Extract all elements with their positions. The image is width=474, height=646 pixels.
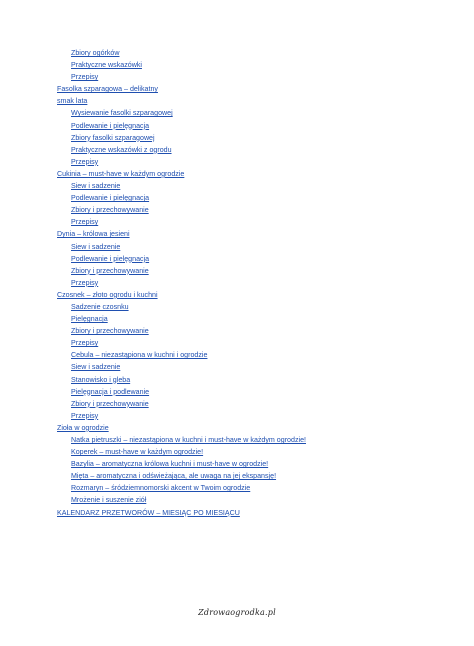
toc-subsection <box>57 434 357 446</box>
toc-link[interactable]: Praktyczne wskazówki z ogrodu <box>71 145 172 154</box>
toc-subsection <box>57 71 357 83</box>
toc-chapter <box>57 289 357 301</box>
site-signature-logo: Zdrowaogrodka.pl <box>198 608 276 617</box>
toc-link[interactable]: Dynia – królowa jesieni <box>57 230 130 239</box>
toc-link[interactable]: Praktyczne wskazówki <box>71 61 142 70</box>
toc-link[interactable]: Podlewanie i pielęgnacja <box>71 194 150 203</box>
toc-subsection <box>57 144 357 156</box>
toc-link[interactable]: Mięta – aromatyczna i odświeżająca, ale uwaga na jej ekspansję! <box>71 472 277 481</box>
toc-link[interactable]: Rozmaryn – śródziemnomorski akcent w Twoim ogrodzie <box>71 484 251 493</box>
toc-link[interactable]: Cukinia – must-have w każdym ogrodzie <box>57 169 185 178</box>
toc-link[interactable]: Zioła w ogrodzie <box>57 423 109 432</box>
toc-chapter <box>57 507 357 519</box>
toc-subsection <box>57 301 357 313</box>
toc-chapter <box>57 168 357 180</box>
toc-subsection <box>57 325 357 337</box>
toc-subsection <box>57 482 357 494</box>
toc-link[interactable]: Siew i sadzenie <box>71 242 121 251</box>
toc-link[interactable]: Stanowisko i gleba <box>71 375 131 384</box>
toc-subsection <box>57 374 357 386</box>
toc-link[interactable]: Przepisy <box>71 339 99 348</box>
toc-subsection <box>57 180 357 192</box>
toc-link[interactable]: Siew i sadzenie <box>71 182 121 191</box>
toc-subsection <box>57 337 357 349</box>
toc-link[interactable]: Czosnek – złoto ogrodu i kuchni <box>57 290 158 299</box>
toc-link[interactable]: Zbiory i przechowywanie <box>71 266 149 275</box>
toc-link[interactable]: Cebula – niezastąpiona w kuchni i ogrodzie <box>71 351 208 360</box>
toc-link[interactable]: Przepisy <box>71 157 99 166</box>
toc-subsection <box>57 241 357 253</box>
toc-link[interactable]: Zbiory fasolki szparagowej <box>71 133 155 142</box>
toc-link[interactable]: Fasolka szparagowa – delikatny smak lata <box>57 85 158 106</box>
toc-subsection <box>57 107 357 119</box>
toc-link[interactable]: Pielęgnacja <box>71 315 108 324</box>
toc-subsection <box>57 410 357 422</box>
toc-subsection <box>57 192 357 204</box>
toc-subsection <box>57 265 357 277</box>
toc-link[interactable]: Bazylia – aromatyczna królowa kuchni i must-have w ogrodzie! <box>71 460 269 469</box>
toc-link[interactable]: Przepisy <box>71 278 99 287</box>
toc-link[interactable]: Podlewanie i pielęgnacja <box>71 254 150 263</box>
toc-subsection <box>57 120 357 132</box>
toc-subsection <box>57 204 357 216</box>
toc-link[interactable]: Zbiory i przechowywanie <box>71 327 149 336</box>
toc-subsection <box>57 253 357 265</box>
toc-subsection <box>57 470 357 482</box>
toc-subsection <box>57 458 357 470</box>
toc-link[interactable]: Przepisy <box>71 73 99 82</box>
toc-subsection <box>57 47 357 59</box>
toc-link[interactable]: KALENDARZ PRZETWORÓW – MIESIĄC PO MIESIĄCU <box>57 508 240 517</box>
table-of-contents <box>57 47 357 519</box>
toc-link[interactable]: Wysiewanie fasolki szparagowej <box>71 109 173 118</box>
toc-link[interactable]: Sadzenie czosnku <box>71 302 129 311</box>
toc-link[interactable]: Natka pietruszki – niezastąpiona w kuchni i must-have w każdym ogrodzie! <box>71 436 306 444</box>
toc-subsection <box>57 361 357 373</box>
toc-link[interactable]: Przepisy <box>71 411 99 420</box>
toc-link[interactable]: Koperek – must-have w każdym ogrodzie! <box>71 448 204 457</box>
toc-subsection <box>57 386 357 398</box>
toc-subsection <box>57 398 357 410</box>
toc-link[interactable]: Mrożenie i suszenie ziół <box>71 496 147 505</box>
toc-chapter <box>57 228 357 240</box>
toc-subsection <box>57 494 357 506</box>
toc-chapter <box>57 83 175 107</box>
toc-subsection <box>57 59 357 71</box>
toc-subsection <box>57 156 357 168</box>
toc-link[interactable]: Siew i sadzenie <box>71 363 121 372</box>
toc-link[interactable]: Pielęgnacja i podlewanie <box>71 387 150 396</box>
toc-link[interactable]: Przepisy <box>71 218 99 227</box>
toc-subsection <box>57 277 357 289</box>
toc-link[interactable]: Zbiory i przechowywanie <box>71 206 149 215</box>
toc-link[interactable]: Podlewanie i pielęgnacja <box>71 121 150 130</box>
toc-subsection <box>57 349 357 361</box>
toc-subsection <box>57 216 357 228</box>
toc-subsection <box>57 313 357 325</box>
toc-chapter <box>57 422 357 434</box>
toc-subsection <box>57 132 357 144</box>
toc-subsection <box>57 446 357 458</box>
toc-link[interactable]: Zbiory ogórków <box>71 49 120 57</box>
toc-link[interactable]: Zbiory i przechowywanie <box>71 399 149 408</box>
